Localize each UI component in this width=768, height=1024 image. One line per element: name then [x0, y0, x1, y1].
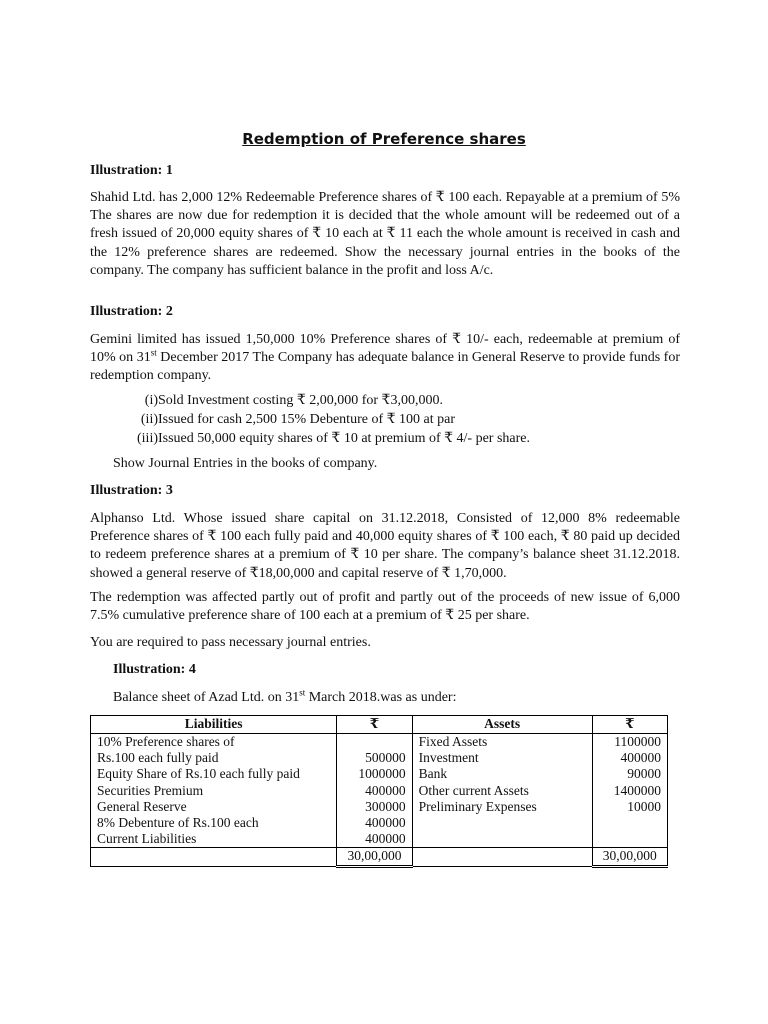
table-row [91, 783, 668, 799]
illustration-2-closing: Show Journal Entries in the books of company. [113, 456, 378, 471]
table-cell: 10% Preference shares of [91, 734, 337, 751]
column-header-amount: ₹ [337, 716, 412, 734]
illustration-1-heading: Illustration: 1 [90, 163, 173, 178]
assets-total: 30,00,000 [592, 848, 667, 866]
table-cell: 400000 [337, 831, 412, 848]
table-cell: Investment [412, 750, 592, 766]
column-header-amount: ₹ [592, 716, 667, 734]
list-item: (i)Sold Investment costing ₹ 2,00,000 for ₹3,00,000. [144, 393, 443, 408]
table-row [91, 799, 668, 815]
illustration-3-text-2: The redemption was affected partly out of profit and partly out of the proceeds of new issue of 6,000 7.5% cumulative preference share of 100 each at a premium of ₹ 25 per share. [90, 590, 680, 624]
table-cell [592, 831, 667, 848]
liabilities-total: 30,00,000 [337, 848, 412, 866]
illustration-4-heading: Illustration: 4 [113, 662, 196, 677]
table-cell: Fixed Assets [412, 734, 592, 751]
table-row [91, 831, 668, 848]
table-cell: 90000 [592, 766, 667, 782]
table-cell: 8% Debenture of Rs.100 each [91, 815, 337, 831]
table-row [91, 815, 668, 831]
illustration-2-text: Gemini limited has issued 1,50,000 10% Preference shares of ₹ 10/- each, redeemable at premium of 10% on 31st December 2017 The Company has adequate balance in General Reserve to provide funds for redemption company. [90, 332, 680, 384]
table-cell: Preliminary Expenses [412, 799, 592, 815]
table-cell [91, 848, 337, 866]
table-cell: Equity Share of Rs.10 each fully paid [91, 766, 337, 782]
table-total-row [91, 848, 668, 866]
illustration-1-text: Shahid Ltd. has 2,000 12% Redeemable Preference shares of ₹ 100 each. Repayable at a premium of 5% The shares are now due for redemption it is decided that the whole amount will be redeemed out of a fresh issued of 20,000 equity shares of ₹ 10 each at ₹ 11 each the whole amount is received in cash and the 12% preference shares are redeemed. Show the necessary journal entries in the books of the company. The company has sufficient balance in the profit and loss A/c. [90, 190, 680, 278]
list-item: (iii)Issued 50,000 equity shares of ₹ 10 at premium of ₹ 4/- per share. [137, 431, 531, 446]
table-row [91, 766, 668, 782]
table-cell [412, 831, 592, 848]
table-header-row [91, 716, 668, 734]
table-cell: 400000 [592, 750, 667, 766]
table-cell [592, 815, 667, 831]
illustration-2-heading: Illustration: 2 [90, 304, 173, 319]
table-cell: Bank [412, 766, 592, 782]
illustration-3-text-1: Alphanso Ltd. Whose issued share capital on 31.12.2018, Consisted of 12,000 8% redeemable Preference shares of ₹ 100 each fully paid and 40,000 equity shares of ₹ 100 each, ₹ 80 paid up decided to redeem preference shares at a premium of ₹ 10 per share. The company’s balance sheet 31.12.2018. showed a general reserve of ₹18,00,000 and capital reserve of ₹ 1,70,000. [90, 511, 680, 581]
table-cell: Current Liabilities [91, 831, 337, 848]
balance-sheet-table [90, 715, 668, 868]
table-row [91, 734, 668, 751]
table-cell: 300000 [337, 799, 412, 815]
table-cell: General Reserve [91, 799, 337, 815]
table-cell: 400000 [337, 815, 412, 831]
illustration-4-intro: Balance sheet of Azad Ltd. on 31st March 2018.was as under: [113, 687, 457, 705]
list-item: (ii)Issued for cash 2,500 15% Debenture of ₹ 100 at par [140, 412, 455, 427]
table-cell [412, 848, 592, 866]
table-cell: Rs.100 each fully paid [91, 750, 337, 766]
table-cell: 500000 [337, 750, 412, 766]
table-cell [412, 815, 592, 831]
table-cell: 400000 [337, 783, 412, 799]
table-cell: 1000000 [337, 766, 412, 782]
column-header-liabilities: Liabilities [91, 716, 337, 734]
illustration-3-text-3: You are required to pass necessary journal entries. [90, 635, 371, 650]
table-cell: 1400000 [592, 783, 667, 799]
page-title: Redemption of Preference shares [242, 130, 526, 148]
table-cell: 10000 [592, 799, 667, 815]
table-cell [337, 734, 412, 751]
illustration-3-heading: Illustration: 3 [90, 483, 173, 498]
table-row [91, 750, 668, 766]
table-cell: Other current Assets [412, 783, 592, 799]
table-cell: 1100000 [592, 734, 667, 751]
column-header-assets: Assets [412, 716, 592, 734]
table-cell: Securities Premium [91, 783, 337, 799]
